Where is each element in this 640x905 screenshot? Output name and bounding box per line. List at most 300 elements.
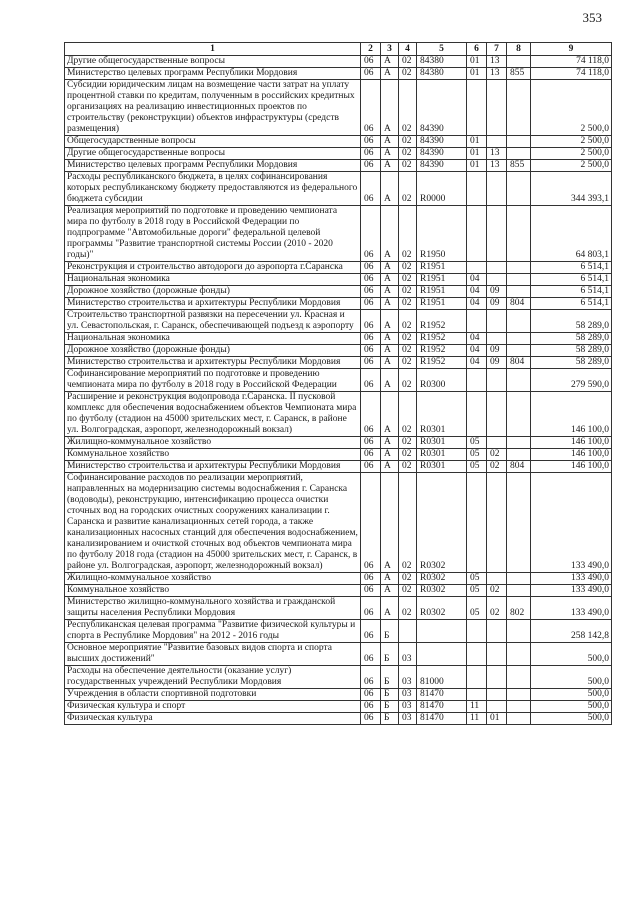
- table-row: [65, 620, 612, 643]
- col-5: R0301: [417, 437, 467, 449]
- col-7: [487, 620, 507, 643]
- row-amount: 146 100,0: [531, 437, 612, 449]
- col-6: [467, 392, 487, 437]
- col-7: 02: [487, 461, 507, 473]
- col-5: R0301: [417, 461, 467, 473]
- col-5: R0302: [417, 585, 467, 597]
- row-amount: 133 490,0: [531, 473, 612, 573]
- col-6: 01: [467, 136, 487, 148]
- col-3: Б: [381, 713, 399, 725]
- row-name: Национальная экономика: [65, 333, 361, 345]
- col-6: [467, 80, 487, 136]
- col-5: R1952: [417, 333, 467, 345]
- table-row: [65, 369, 612, 392]
- col-2: 06: [361, 148, 381, 160]
- col-3: А: [381, 262, 399, 274]
- column-header: 8: [507, 43, 531, 56]
- col-4: 03: [399, 643, 417, 666]
- col-6: [467, 310, 487, 333]
- col-4: 02: [399, 597, 417, 620]
- table-row: [65, 585, 612, 597]
- col-6: [467, 262, 487, 274]
- col-2: 06: [361, 701, 381, 713]
- col-6: [467, 206, 487, 262]
- table-row: [65, 643, 612, 666]
- col-2: 06: [361, 713, 381, 725]
- col-8: [507, 369, 531, 392]
- row-name: Министерство целевых программ Республики Мордовия: [65, 160, 361, 172]
- table-body: [65, 43, 612, 725]
- table-row: [65, 473, 612, 573]
- col-2: 06: [361, 573, 381, 585]
- col-4: 02: [399, 172, 417, 206]
- col-2: 06: [361, 437, 381, 449]
- col-4: 02: [399, 56, 417, 68]
- row-name: Софинансирование мероприятий по подготовке и проведению чемпионата мира по футболу в 2018 году в Российской Федерации: [65, 369, 361, 392]
- col-2: 06: [361, 274, 381, 286]
- row-name: Другие общегосударственные вопросы: [65, 56, 361, 68]
- row-name: Реализация мероприятий по подготовке и проведению чемпионата мира по футболу в 2018 году в Российской Федерации по подпрограмме "Автомобильные дороги" федеральной целевой программы "Развитие транспортной системы России (2010 - 2020 годы)": [65, 206, 361, 262]
- col-8: [507, 713, 531, 725]
- col-6: 04: [467, 333, 487, 345]
- col-8: 802: [507, 597, 531, 620]
- col-3: А: [381, 473, 399, 573]
- row-amount: 500,0: [531, 701, 612, 713]
- col-2: 06: [361, 56, 381, 68]
- column-header: 5: [417, 43, 467, 56]
- row-name: Коммунальное хозяйство: [65, 449, 361, 461]
- row-name: Расходы республиканского бюджета, в целях софинансирования которых республиканскому бюджету предоставляются из федерального бюджета субсидии: [65, 172, 361, 206]
- col-2: 06: [361, 136, 381, 148]
- col-6: 05: [467, 585, 487, 597]
- col-3: Б: [381, 701, 399, 713]
- col-5: 81000: [417, 666, 467, 689]
- col-8: [507, 573, 531, 585]
- row-amount: 74 118,0: [531, 56, 612, 68]
- column-header: 7: [487, 43, 507, 56]
- col-2: 06: [361, 449, 381, 461]
- col-6: 11: [467, 713, 487, 725]
- col-4: 02: [399, 333, 417, 345]
- col-7: 09: [487, 298, 507, 310]
- col-6: 04: [467, 357, 487, 369]
- col-7: 13: [487, 56, 507, 68]
- col-7: [487, 262, 507, 274]
- col-5: R0301: [417, 392, 467, 437]
- row-amount: 279 590,0: [531, 369, 612, 392]
- col-7: [487, 666, 507, 689]
- table-row: [65, 172, 612, 206]
- col-2: 06: [361, 597, 381, 620]
- col-5: R1951: [417, 262, 467, 274]
- row-name: Министерство строительства и архитектуры Республики Мордовия: [65, 357, 361, 369]
- col-3: А: [381, 573, 399, 585]
- col-7: [487, 573, 507, 585]
- col-8: 804: [507, 357, 531, 369]
- col-7: 13: [487, 148, 507, 160]
- row-amount: 6 514,1: [531, 286, 612, 298]
- col-5: 84390: [417, 136, 467, 148]
- col-7: 02: [487, 597, 507, 620]
- row-name: Реконструкция и строительство автодороги до аэропорта г.Саранска: [65, 262, 361, 274]
- col-2: 06: [361, 357, 381, 369]
- col-5: R1952: [417, 345, 467, 357]
- row-name: Основное мероприятие "Развитие базовых видов спорта и спорта высших достижений": [65, 643, 361, 666]
- row-amount: 500,0: [531, 689, 612, 701]
- col-2: 06: [361, 369, 381, 392]
- col-7: 09: [487, 286, 507, 298]
- col-5: 81470: [417, 689, 467, 701]
- col-4: 02: [399, 274, 417, 286]
- col-8: [507, 392, 531, 437]
- col-8: [507, 345, 531, 357]
- col-8: [507, 449, 531, 461]
- row-amount: 58 289,0: [531, 345, 612, 357]
- row-amount: 58 289,0: [531, 333, 612, 345]
- table-row: [65, 136, 612, 148]
- col-5: R1951: [417, 274, 467, 286]
- table-row: [65, 449, 612, 461]
- col-4: 02: [399, 148, 417, 160]
- col-3: Б: [381, 689, 399, 701]
- col-2: 06: [361, 585, 381, 597]
- col-8: [507, 136, 531, 148]
- row-name: Жилищно-коммунальное хозяйство: [65, 437, 361, 449]
- col-3: Б: [381, 643, 399, 666]
- col-4: 02: [399, 345, 417, 357]
- table-row: [65, 310, 612, 333]
- row-name: Расширение и реконструкция водопровода г.Саранска. II пусковой комплекс для обеспечения водоснабжением объектов Чемпионата мира по футболу (стадион на 45000 зрительских мест, г. Саранск, в районе ул. Волгоградская, аэропорт, железнодорожный вокзал): [65, 392, 361, 437]
- row-name: Другие общегосударственные вопросы: [65, 148, 361, 160]
- col-3: А: [381, 369, 399, 392]
- col-6: 11: [467, 701, 487, 713]
- col-4: 02: [399, 80, 417, 136]
- col-2: 06: [361, 473, 381, 573]
- col-4: 02: [399, 437, 417, 449]
- col-3: А: [381, 68, 399, 80]
- col-6: 05: [467, 597, 487, 620]
- col-5: 84390: [417, 148, 467, 160]
- col-2: 06: [361, 310, 381, 333]
- col-6: 05: [467, 461, 487, 473]
- row-amount: 58 289,0: [531, 357, 612, 369]
- col-7: 09: [487, 357, 507, 369]
- row-amount: 344 393,1: [531, 172, 612, 206]
- col-2: 06: [361, 392, 381, 437]
- col-3: А: [381, 160, 399, 172]
- col-4: 02: [399, 286, 417, 298]
- col-8: [507, 80, 531, 136]
- table-row: [65, 437, 612, 449]
- col-3: А: [381, 206, 399, 262]
- column-header: 1: [65, 43, 361, 56]
- table-row: [65, 713, 612, 725]
- row-name: Министерство строительства и архитектуры Республики Мордовия: [65, 461, 361, 473]
- row-name: Дорожное хозяйство (дорожные фонды): [65, 286, 361, 298]
- col-8: [507, 310, 531, 333]
- col-4: 02: [399, 585, 417, 597]
- col-3: А: [381, 597, 399, 620]
- col-5: 84390: [417, 80, 467, 136]
- row-name: Министерство строительства и архитектуры Республики Мордовия: [65, 298, 361, 310]
- col-8: [507, 333, 531, 345]
- row-name: Субсидии юридическим лицам на возмещение части затрат на уплату процентной ставки по кредитам, полученным в российских кредитных организациях на реализацию инвестиционных проектов по строительству (реконструкции) объектов инфраструктуры (средств размещения): [65, 80, 361, 136]
- col-8: [507, 56, 531, 68]
- col-8: 855: [507, 160, 531, 172]
- col-4: 02: [399, 206, 417, 262]
- col-3: А: [381, 148, 399, 160]
- col-2: 06: [361, 262, 381, 274]
- table-row: [65, 689, 612, 701]
- col-6: 04: [467, 286, 487, 298]
- col-7: [487, 392, 507, 437]
- row-name: Расходы на обеспечение деятельности (оказание услуг) государственных учреждений Республики Мордовия: [65, 666, 361, 689]
- col-3: Б: [381, 666, 399, 689]
- row-amount: 500,0: [531, 666, 612, 689]
- col-3: А: [381, 274, 399, 286]
- col-2: 06: [361, 172, 381, 206]
- col-7: 13: [487, 68, 507, 80]
- col-7: [487, 206, 507, 262]
- col-3: А: [381, 333, 399, 345]
- row-amount: 146 100,0: [531, 449, 612, 461]
- row-name: Строительство транспортной развязки на пересечении ул. Красная и ул. Севастопольская, г. Саранск, обеспечивающей подъезд к аэропорту: [65, 310, 361, 333]
- col-7: [487, 701, 507, 713]
- col-2: 06: [361, 160, 381, 172]
- col-6: 05: [467, 437, 487, 449]
- col-4: [399, 620, 417, 643]
- table-row: [65, 597, 612, 620]
- col-7: [487, 643, 507, 666]
- row-amount: 146 100,0: [531, 461, 612, 473]
- col-5: 84380: [417, 68, 467, 80]
- col-2: 06: [361, 620, 381, 643]
- col-5: R0300: [417, 369, 467, 392]
- col-7: 02: [487, 449, 507, 461]
- col-8: 804: [507, 461, 531, 473]
- col-7: [487, 310, 507, 333]
- col-8: [507, 262, 531, 274]
- col-7: 01: [487, 713, 507, 725]
- col-4: 02: [399, 473, 417, 573]
- row-name: Министерство жилищно-коммунального хозяйства и гражданской защиты населения Республики Мордовия: [65, 597, 361, 620]
- table-row: [65, 357, 612, 369]
- col-3: А: [381, 392, 399, 437]
- col-4: 03: [399, 689, 417, 701]
- row-name: Национальная экономика: [65, 274, 361, 286]
- row-amount: 258 142,8: [531, 620, 612, 643]
- table-row: [65, 392, 612, 437]
- col-3: А: [381, 56, 399, 68]
- table-row: [65, 461, 612, 473]
- page-number: 353: [582, 10, 602, 25]
- col-8: [507, 643, 531, 666]
- col-4: 02: [399, 298, 417, 310]
- col-5: 84380: [417, 56, 467, 68]
- col-5: R1951: [417, 286, 467, 298]
- col-5: R1950: [417, 206, 467, 262]
- col-3: Б: [381, 620, 399, 643]
- col-2: 06: [361, 666, 381, 689]
- table-row: [65, 68, 612, 80]
- col-7: 13: [487, 160, 507, 172]
- col-5: [417, 643, 467, 666]
- col-2: 06: [361, 345, 381, 357]
- column-header: 3: [381, 43, 399, 56]
- row-amount: 2 500,0: [531, 160, 612, 172]
- col-2: 06: [361, 461, 381, 473]
- col-6: [467, 620, 487, 643]
- col-4: 02: [399, 392, 417, 437]
- col-3: А: [381, 80, 399, 136]
- col-8: [507, 666, 531, 689]
- row-name: Физическая культура: [65, 713, 361, 725]
- col-3: А: [381, 172, 399, 206]
- row-amount: 500,0: [531, 643, 612, 666]
- col-3: А: [381, 310, 399, 333]
- table-row: [65, 262, 612, 274]
- col-5: R0302: [417, 573, 467, 585]
- table-row: [65, 573, 612, 585]
- table-row: [65, 80, 612, 136]
- row-amount: 146 100,0: [531, 392, 612, 437]
- row-amount: 2 500,0: [531, 148, 612, 160]
- col-2: 06: [361, 298, 381, 310]
- col-6: [467, 689, 487, 701]
- table-row: [65, 56, 612, 68]
- col-4: 02: [399, 136, 417, 148]
- col-5: R1951: [417, 298, 467, 310]
- col-3: А: [381, 286, 399, 298]
- col-2: 06: [361, 68, 381, 80]
- row-amount: 500,0: [531, 713, 612, 725]
- col-5: R1952: [417, 310, 467, 333]
- col-3: А: [381, 136, 399, 148]
- table-row: [65, 206, 612, 262]
- col-7: [487, 689, 507, 701]
- table-row: [65, 160, 612, 172]
- col-5: 84390: [417, 160, 467, 172]
- col-4: 02: [399, 310, 417, 333]
- row-name: Министерство целевых программ Республики Мордовия: [65, 68, 361, 80]
- col-3: А: [381, 449, 399, 461]
- col-8: [507, 172, 531, 206]
- col-5: R0000: [417, 172, 467, 206]
- col-8: [507, 286, 531, 298]
- col-6: 01: [467, 56, 487, 68]
- column-header: 2: [361, 43, 381, 56]
- row-amount: 64 803,1: [531, 206, 612, 262]
- col-3: А: [381, 437, 399, 449]
- col-6: 04: [467, 274, 487, 286]
- col-3: А: [381, 298, 399, 310]
- row-name: Коммунальное хозяйство: [65, 585, 361, 597]
- col-4: 02: [399, 357, 417, 369]
- col-4: 02: [399, 160, 417, 172]
- table-row: [65, 345, 612, 357]
- row-amount: 6 514,1: [531, 274, 612, 286]
- table-row: [65, 274, 612, 286]
- table-header-row: [65, 43, 612, 56]
- row-amount: 74 118,0: [531, 68, 612, 80]
- col-6: 05: [467, 449, 487, 461]
- row-amount: 133 490,0: [531, 597, 612, 620]
- row-name: Софинансирование расходов по реализации мероприятий, направленных на модернизацию системы водоснабжения г. Саранска (водоводы), реконструкцию, интенсификацию процесса очистки сточных вод на городских очистных сооружениях канализации г. Саранска и развитие канализационных сетей города, а также канализационных насосных станций для обеспечения водоснабжением, канализированием и очисткой сточных вод объектов чемпионата мира по футболу 2018 года (стадион на 45000 зрительских мест, г. Саранск, в районе ул. Волгоградская, аэропорт, железнодорожный вокзал): [65, 473, 361, 573]
- row-name: Дорожное хозяйство (дорожные фонды): [65, 345, 361, 357]
- row-name: Физическая культура и спорт: [65, 701, 361, 713]
- col-4: 03: [399, 666, 417, 689]
- col-2: 06: [361, 643, 381, 666]
- col-6: 01: [467, 68, 487, 80]
- col-5: R0302: [417, 473, 467, 573]
- col-8: 804: [507, 298, 531, 310]
- col-4: 02: [399, 461, 417, 473]
- col-5: 81470: [417, 701, 467, 713]
- col-7: [487, 369, 507, 392]
- col-8: [507, 274, 531, 286]
- col-8: [507, 148, 531, 160]
- col-4: 02: [399, 369, 417, 392]
- col-7: 09: [487, 345, 507, 357]
- col-8: [507, 585, 531, 597]
- row-name: Жилищно-коммунальное хозяйство: [65, 573, 361, 585]
- col-4: 03: [399, 701, 417, 713]
- col-4: 03: [399, 713, 417, 725]
- budget-table: [64, 42, 612, 725]
- col-3: А: [381, 585, 399, 597]
- row-amount: 2 500,0: [531, 80, 612, 136]
- col-8: [507, 620, 531, 643]
- row-amount: 133 490,0: [531, 573, 612, 585]
- row-amount: 133 490,0: [531, 585, 612, 597]
- table-row: [65, 701, 612, 713]
- column-header: 6: [467, 43, 487, 56]
- col-7: [487, 136, 507, 148]
- col-6: [467, 172, 487, 206]
- table-row: [65, 298, 612, 310]
- col-7: [487, 274, 507, 286]
- col-6: [467, 369, 487, 392]
- col-6: [467, 643, 487, 666]
- col-7: [487, 437, 507, 449]
- col-8: [507, 437, 531, 449]
- row-amount: 58 289,0: [531, 310, 612, 333]
- col-2: 06: [361, 333, 381, 345]
- row-amount: 6 514,1: [531, 262, 612, 274]
- table-row: [65, 286, 612, 298]
- col-8: [507, 473, 531, 573]
- col-7: [487, 172, 507, 206]
- row-name: Учреждения в области спортивной подготовки: [65, 689, 361, 701]
- row-name: Республиканская целевая программа "Развитие физической культуры и спорта в Республике Мордовия" на 2012 - 2016 годы: [65, 620, 361, 643]
- col-8: 855: [507, 68, 531, 80]
- col-7: [487, 473, 507, 573]
- col-6: 04: [467, 298, 487, 310]
- col-7: 02: [487, 585, 507, 597]
- col-6: 05: [467, 573, 487, 585]
- table-row: [65, 666, 612, 689]
- col-2: 06: [361, 689, 381, 701]
- col-6: 01: [467, 148, 487, 160]
- column-header: 9: [531, 43, 612, 56]
- col-8: [507, 206, 531, 262]
- col-4: 02: [399, 262, 417, 274]
- table-row: [65, 333, 612, 345]
- col-7: [487, 80, 507, 136]
- col-5: 81470: [417, 713, 467, 725]
- col-7: [487, 333, 507, 345]
- col-4: 02: [399, 573, 417, 585]
